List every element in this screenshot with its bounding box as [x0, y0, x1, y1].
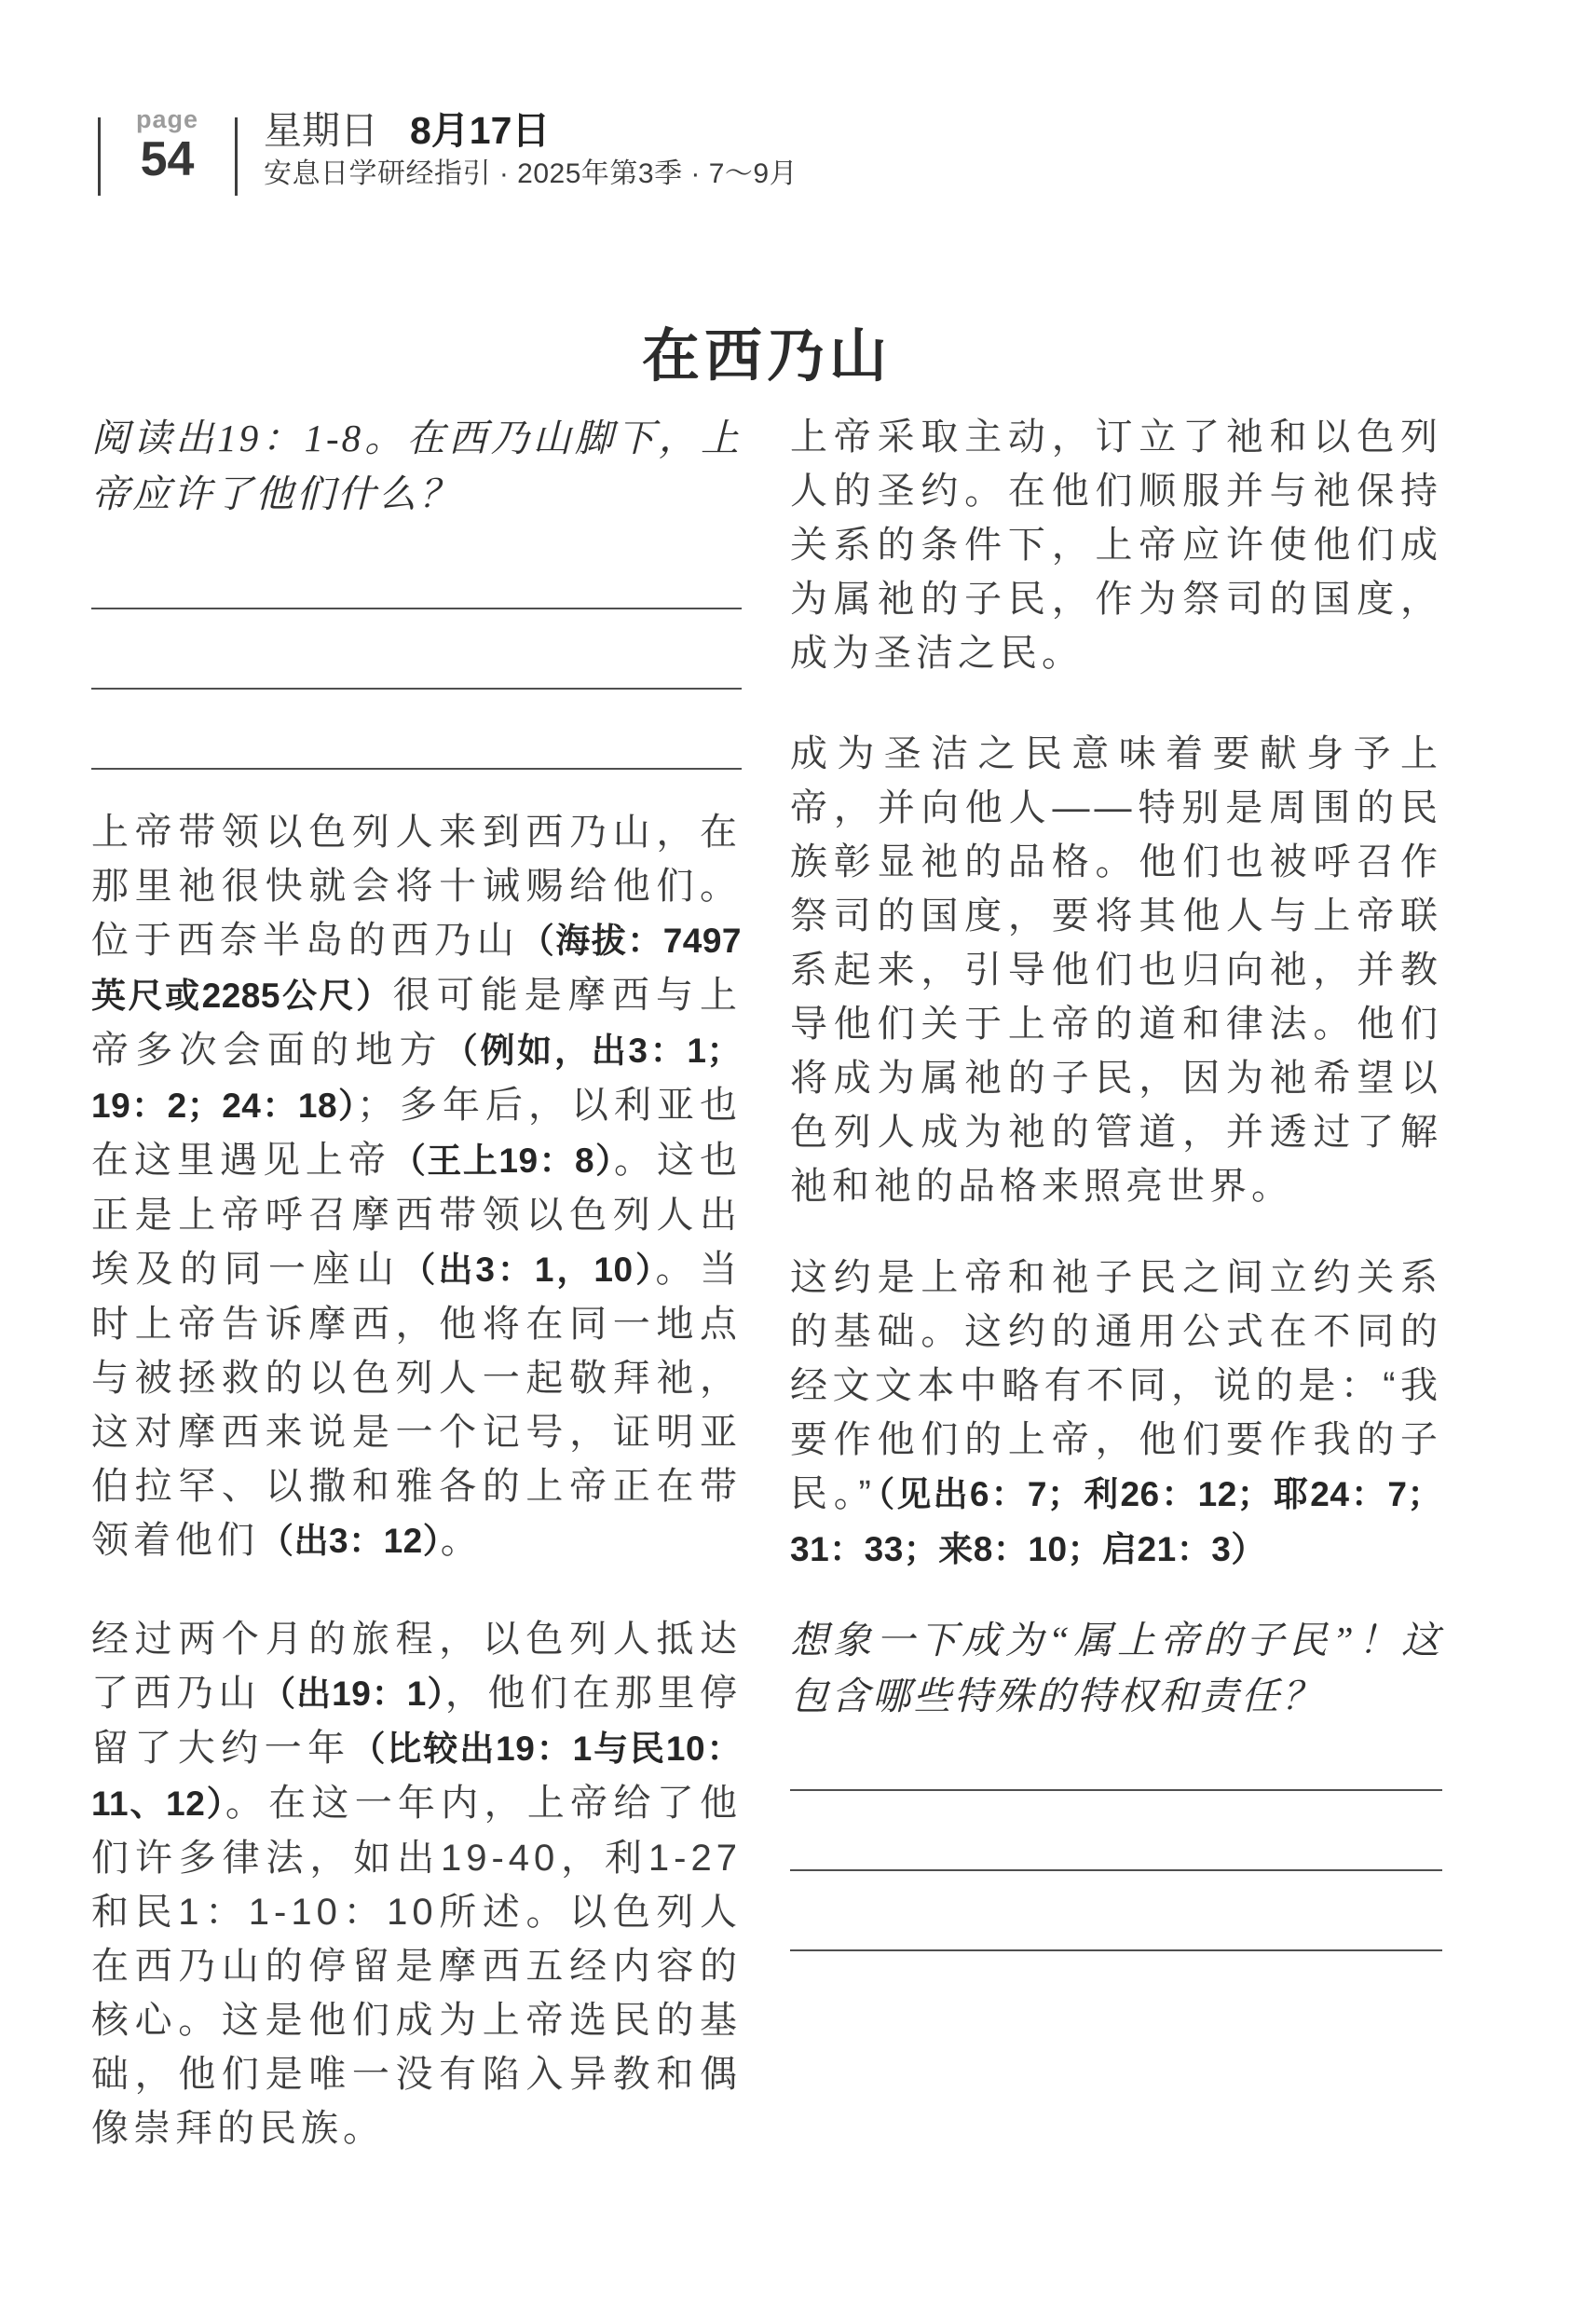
right-column	[790, 410, 1442, 1951]
scripture-reference: （出19：1）	[261, 1675, 445, 1713]
header-day-date	[264, 108, 798, 153]
paragraph	[790, 410, 1442, 680]
weekday-label: 星期日	[264, 109, 378, 152]
body-text: 。当时上帝告诉摩西，他将在同一地点与被拯救的以色列人一起敬拜祂，这对摩西来说是一个记号，证明亚伯拉罕、以撒和雅各的上帝正在带领着他们	[91, 1249, 743, 1561]
body-text: 上帝带领以色列人来到西乃山，在那里祂很快就会将十诫赐给他们。位于西奈半岛的西乃山	[91, 812, 742, 961]
date-label: 8月17日	[410, 109, 551, 152]
page-number: 54	[140, 132, 195, 186]
page-number-block	[100, 104, 235, 185]
scripture-reference: （比较出19：1与民10：11、12）	[91, 1730, 743, 1823]
body-text: 。	[440, 1520, 483, 1561]
paragraph	[91, 1612, 742, 2155]
answer-line	[790, 1871, 1442, 1951]
body-text: 成为圣洁之民意味着要献身予上帝，并向他人——特别是周围的民族彰显祂的品格。他们也被呼召作祭司的国度，要将其他人与上帝联系起来，引导他们也归向祂，并教导他们关于上帝的道和律法。他们将成为属祂的子民，因为祂希望以色列人成为祂的管道，并透过了解祂和祂的品格来照亮世界。	[790, 733, 1442, 1207]
publication-subtitle: 安息日学研经指引 · 2025年第3季 · 7～9月	[264, 158, 798, 189]
answer-line	[91, 690, 742, 770]
body-text: ，他们在那里停留了大约一年	[91, 1673, 743, 1769]
body-text: 经过两个月的旅程，以色列人抵达了西乃山	[91, 1619, 742, 1714]
scripture-reference: （见出6：7；利26：12；耶24：7；31：33；来8：10；启21：3）	[790, 1475, 1442, 1568]
body-text: ；多年后，以利亚也在这里遇见上帝	[91, 1085, 743, 1181]
scripture-reference: （例如，出3：1；19：2；24：18）	[91, 1032, 743, 1125]
body-text: 很可能是摩西与上帝多次会面的地方	[91, 975, 742, 1071]
study-question: 阅读出19：1-8。在西乃山脚下，上帝应许了他们什么？	[91, 417, 742, 515]
left-column	[91, 410, 742, 2155]
header	[264, 108, 798, 191]
paragraph	[790, 727, 1442, 1213]
scripture-reference: （王上19：8）	[390, 1142, 615, 1180]
answer-line	[790, 1791, 1442, 1871]
answer-line	[91, 529, 742, 609]
page-label: page	[135, 105, 199, 133]
body-text: 。在这一年内，上帝给了他们许多律法，如出19-40，利1-27和民1：1-10：10所述。以色列人在西乃山的停留是摩西五经内容的核心。这是他们成为上帝选民的基础，他们是唯一没有陷入异教和偶像崇拜的民族。	[91, 1783, 742, 2149]
scripture-reference: （出3：12）	[259, 1522, 441, 1560]
body-text: 。这也正是上帝呼召摩西带领以色列人出埃及的同一座山	[91, 1140, 743, 1290]
answer-lines	[790, 1711, 1442, 1951]
scripture-reference: （出3：1，10）	[401, 1251, 656, 1289]
scripture-reference: （海拔：7497英尺或2285公尺）	[91, 922, 743, 1015]
paragraph	[790, 1251, 1442, 1577]
body-text: 这约是上帝和祂子民之间立约关系的基础。这约的通用公式在不同的经文文本中略有不同，说的是：“我要作他们的上帝，他们要作我的子民。”	[790, 1257, 1442, 1514]
answer-line	[91, 609, 742, 690]
lesson-title: 在西乃山	[641, 324, 892, 389]
paragraph	[91, 805, 742, 1568]
body-text: 上帝采取主动，订立了祂和以色列人的圣约。在他们顺服并与祂保持关系的条件下，上帝应许使他们成为属祂的子民，作为祭司的国度，成为圣洁之民。	[790, 417, 1442, 674]
answer-lines	[91, 529, 742, 770]
study-question: 想象一下成为“属上帝的子民”！这包含哪些特殊的特权和责任？	[790, 1619, 1442, 1717]
header-divider-bar-right	[235, 117, 238, 196]
